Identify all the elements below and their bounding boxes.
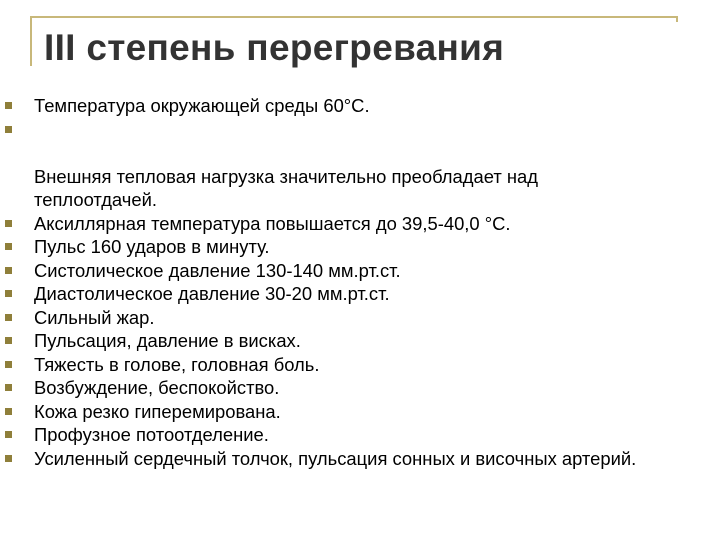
list-item bbox=[0, 212, 720, 236]
list-item-text: Аксиллярная температура повышается до 39,5-40,0 °С. bbox=[34, 212, 511, 234]
list-item-text: Диастолическое давление 30-20 мм.рт.ст. bbox=[34, 283, 390, 304]
list-item bbox=[0, 259, 720, 283]
list-item bbox=[0, 423, 720, 447]
list-item-text: Пульс 160 ударов в минуту. bbox=[34, 236, 270, 257]
list-item bbox=[0, 94, 720, 118]
title-frame-top-line bbox=[30, 16, 678, 18]
list-item bbox=[0, 235, 720, 259]
square-bullet-icon bbox=[5, 384, 12, 391]
list-item-text: Пульсация, давление в висках. bbox=[34, 330, 301, 351]
square-bullet-icon bbox=[5, 337, 12, 344]
square-bullet-icon bbox=[5, 220, 12, 227]
list-item bbox=[0, 329, 720, 353]
title-frame-left-line bbox=[30, 16, 32, 66]
list-item bbox=[0, 282, 720, 306]
list-item bbox=[0, 118, 720, 212]
symptom-list bbox=[0, 94, 720, 470]
square-bullet-icon bbox=[5, 455, 12, 462]
list-item-text: Внешняя тепловая нагрузка значительно преобладает над теплоотдачей. bbox=[34, 165, 538, 210]
slide-title: III степень перегревания bbox=[44, 27, 505, 68]
square-bullet-icon bbox=[5, 102, 12, 109]
list-item-text: Усиленный сердечный толчок, пульсация сонных и височных артерий. bbox=[34, 447, 637, 469]
square-bullet-icon bbox=[5, 243, 12, 250]
list-item-text: Кожа резко гиперемирована. bbox=[34, 400, 281, 422]
square-bullet-icon bbox=[5, 408, 12, 415]
list-item bbox=[0, 306, 720, 330]
square-bullet-icon bbox=[5, 267, 12, 274]
list-item-text: Сильный жар. bbox=[34, 306, 155, 328]
list-item-text: Возбуждение, беспокойство. bbox=[34, 377, 280, 398]
square-bullet-icon bbox=[5, 314, 12, 321]
title-frame-right-line bbox=[676, 16, 678, 22]
list-item-text: Температура окружающей среды 60°С. bbox=[34, 95, 370, 116]
square-bullet-icon bbox=[5, 361, 12, 368]
square-bullet-icon bbox=[5, 431, 12, 438]
square-bullet-icon bbox=[5, 290, 12, 297]
list-item-text: Профузное потоотделение. bbox=[34, 424, 269, 445]
list-item bbox=[0, 447, 720, 471]
list-item-text: Тяжесть в голове, головная боль. bbox=[34, 353, 320, 375]
list-item bbox=[0, 400, 720, 424]
square-bullet-icon bbox=[5, 126, 12, 133]
list-item bbox=[0, 353, 720, 377]
list-item-text: Систолическое давление 130-140 мм.рт.ст. bbox=[34, 259, 401, 281]
list-item bbox=[0, 376, 720, 400]
